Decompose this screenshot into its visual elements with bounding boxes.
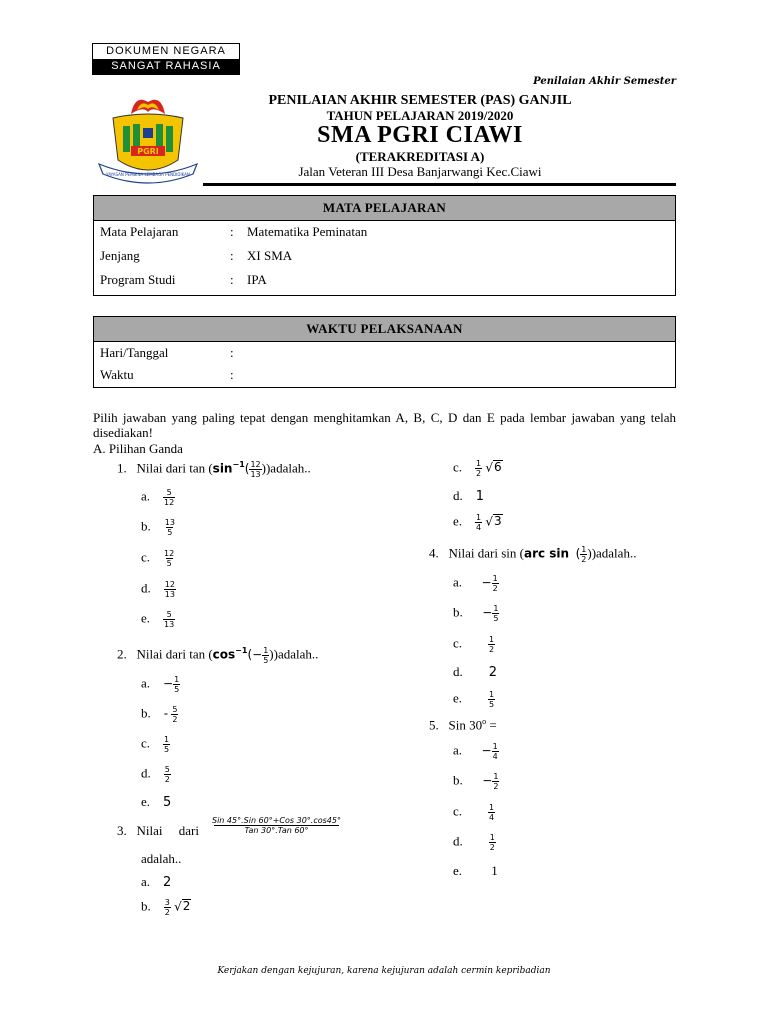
option-3a[interactable]: a. 2 [141,874,172,890]
option-5a[interactable]: a. − $\frac{1}{4}$ [453,742,498,761]
option-2e[interactable]: e. 5 [141,794,172,810]
school-address: Jalan Veteran III Desa Banjarwangi Kec.Ciawi [298,164,542,179]
question-1: 1. Nilai dari $\tan (\sin^{-1}$( $\frac{12}{13}$ ))adalah.. [117,460,311,479]
option-4b[interactable]: b. − $\frac{1}{5}$ [453,604,499,623]
option-5c[interactable]: c. $\frac{1}{4}$ [453,803,495,822]
subject-table-title: MATA PELAJARAN [94,196,675,221]
school-name: SMA PGRI CIAWI [317,122,523,148]
option-5b[interactable]: b. − $\frac{1}{2}$ [453,772,499,791]
running-header: Penilaian Akhir Semester [533,76,676,87]
option-3d[interactable]: d. 1 [453,488,485,504]
option-4c[interactable]: c. $\frac{1}{2}$ [453,635,495,654]
school-logo [93,88,203,188]
table-row: Waktu : [100,367,234,382]
option-2d[interactable]: d. $\frac{5}{2}$ [141,765,170,784]
option-5d[interactable]: d. $\frac{1}{2}$ [453,833,495,852]
option-3b[interactable]: b. $\frac{3}{2}$ √2 [141,898,191,917]
option-1e[interactable]: e. $\frac{5}{13}$ [141,610,175,629]
svg-text:YAYASAN PEMBINA LEMBAGA PENDID: YAYASAN PEMBINA LEMBAGA PENDIDIKAN [106,172,190,177]
time-table [93,316,676,388]
exam-title: PENILAIAN AKHIR SEMESTER (PAS) GANJIL [268,93,572,108]
option-3e[interactable]: e. $\frac{1}{4}$ √3 [453,513,502,532]
option-3c[interactable]: c. $\frac{1}{2}$ √6 [453,459,502,478]
header-divider [203,183,676,186]
option-1c[interactable]: c. $\frac{12}{5}$ [141,549,175,568]
option-4a[interactable]: a. − $\frac{1}{2}$ [453,574,498,593]
option-5e[interactable]: e. 1 [453,863,498,878]
time-table-title: WAKTU PELAKSANAAN [94,317,675,342]
svg-text:PGRI: PGRI [137,147,159,156]
classification-stamp [92,43,240,75]
school-year: TAHUN PELAJARAN 2019/2020 [326,108,514,123]
option-2a[interactable]: a. − $\frac{1}{5}$ [141,675,180,694]
option-1d[interactable]: d. $\frac{12}{13}$ [141,580,175,599]
option-4e[interactable]: e. $\frac{1}{5}$ [453,690,495,709]
flame-icon [131,100,165,114]
table-row: Jenjang : XI SMA [100,248,293,263]
table-row: Program Studi : IPA [100,272,267,287]
question-4: 4. Nilai dari sin (arc sin ( $\frac{1}{2}$ ))adalah.. [429,545,637,564]
stamp-line-2: SANGAT RAHASIA [93,59,239,74]
instructions: Pilih jawaban yang paling tepat dengan menghitamkan A, B, C, D dan E pada lembar jawaban yang telah disediakan! [93,410,676,440]
question-3: 3. Nilai dari [117,823,199,838]
subject-table [93,195,676,296]
accreditation: (TERAKREDITASI A) [355,149,485,164]
option-1b[interactable]: b. $\frac{13}{5}$ [141,518,175,537]
section-heading: A. Pilihan Ganda [93,441,183,456]
question-5: 5. Sin $30^o$ = [429,717,497,733]
table-row: Hari/Tanggal : [100,345,234,360]
table-row: Mata Pelajaran : Matematika Peminatan [100,224,368,239]
question-3-expression: $\frac{\text{Sin 45°.Sin 60°+Cos 30°.cos45°}}{\text{Tan 30°.Tan 60°}}$ [212,816,341,835]
option-2c[interactable]: c. $\frac{1}{5}$ [141,735,170,754]
option-1a[interactable]: a. $\frac{5}{12}$ [141,488,175,507]
stamp-line-1: DOKUMEN NEGARA [93,44,239,59]
footer-motto: Kerjakan dengan kejujuran, karena kejujuran adalah cermin kepribadian [217,966,551,976]
question-2: 2. Nilai dari $\tan (\cos^{-1}(-$ $\frac{1}{5}$ ))adalah.. [117,646,319,665]
option-2b[interactable]: b. - $\frac{5}{2}$ [141,705,178,724]
question-3-tail: adalah.. [141,851,182,866]
option-4d[interactable]: d. 2 [453,664,498,680]
